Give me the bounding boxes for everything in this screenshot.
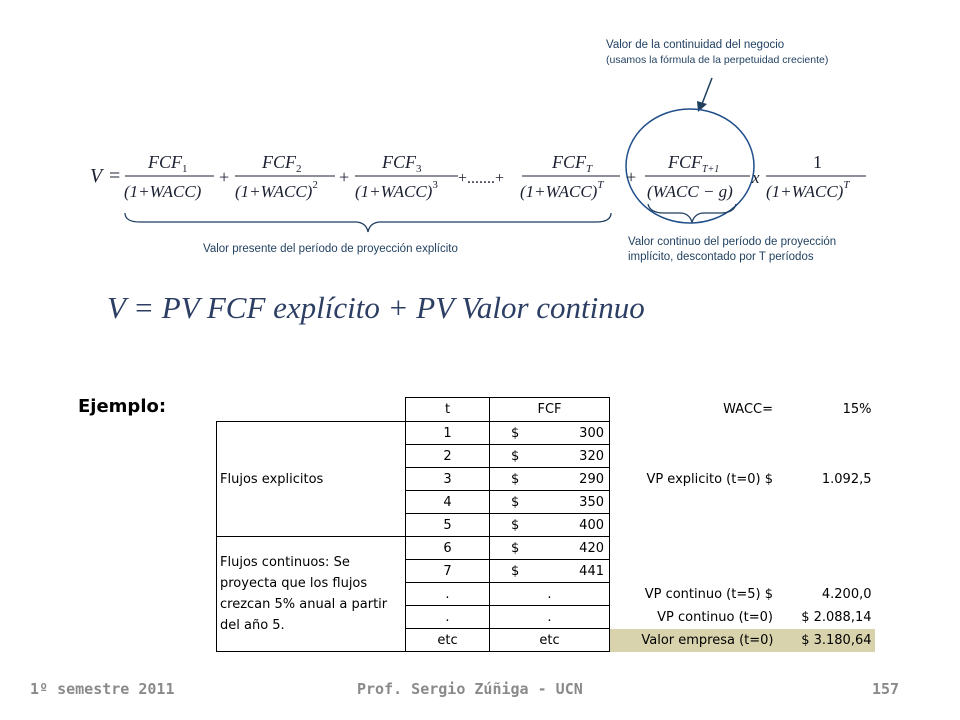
cell-t: 6 xyxy=(406,537,490,560)
callout-arrow xyxy=(702,78,712,104)
term1-denominator: (1+WACC) xyxy=(124,182,202,201)
plus-sign: + xyxy=(219,167,230,187)
termC-denominator: (WACC − g) xyxy=(647,182,733,201)
termT-numerator: $FCF_T$ xyxy=(552,152,593,175)
cell-fcf: etc xyxy=(490,629,610,652)
cell-fcf: $ 420 xyxy=(490,537,610,560)
vp-continuo0-label: VP continuo (t=0) xyxy=(657,609,773,625)
termD-numerator: 1 xyxy=(813,152,822,172)
valor-empresa-label: Valor empresa (t=0) xyxy=(610,629,777,652)
table-header-row xyxy=(217,398,875,422)
termT-denominator: (1+WACC)$^T$ xyxy=(520,179,604,201)
cell-t: 4 xyxy=(406,491,490,514)
footer-semester: 1º semestre 2011 xyxy=(30,680,175,698)
header-fcf: FCF xyxy=(490,398,610,422)
table-row xyxy=(217,422,875,445)
callout-continuity-title: Valor de la continuidad del negocio xyxy=(606,39,785,51)
callout-continuity-subtitle: (usamos la fórmula de la perpetuidad creciente) xyxy=(606,54,829,66)
vp-explicito-value: 1.092,5 xyxy=(821,471,872,487)
table-row xyxy=(217,537,875,560)
cell-fcf: $ 320 xyxy=(490,445,610,468)
cell-fcf: . xyxy=(490,583,610,606)
cell-t: 5 xyxy=(406,514,490,537)
formula-ellipsis: +.......+ xyxy=(458,170,505,187)
callout-explicit-pv: Valor presente del período de proyección explícito xyxy=(203,243,458,255)
cell-t: 3 xyxy=(406,468,490,491)
summary-equation: V = PV FCF explícito + PV Valor continuo xyxy=(107,290,645,325)
cell-fcf: $ 400 xyxy=(490,514,610,537)
term2-denominator: (1+WACC)$^2$ xyxy=(235,179,318,201)
header-blank xyxy=(217,398,406,422)
formula-equals: = xyxy=(109,165,121,187)
cell-t: . xyxy=(406,606,490,629)
header-t: t xyxy=(406,398,490,422)
plus-sign: + xyxy=(339,167,350,187)
term2-numerator: $FCF_2$ xyxy=(262,152,302,175)
cell-t: 7 xyxy=(406,560,490,583)
cell-fcf: $ 300 xyxy=(490,422,610,445)
cell-t: etc xyxy=(406,629,490,652)
term1-numerator: $FCF_1$ xyxy=(148,152,188,175)
termD-denominator: (1+WACC)$^T$ xyxy=(766,179,850,201)
cell-t: 2 xyxy=(406,445,490,468)
callout-implicit-line1: Valor continuo del período de proyección xyxy=(628,236,837,248)
cell-t: 1 xyxy=(406,422,490,445)
valor-empresa-value: $ 3.180,64 xyxy=(777,629,875,652)
wacc-value: 15% xyxy=(842,402,872,417)
cell-fcf: $ 350 xyxy=(490,491,610,514)
term3-numerator: $FCF_3$ xyxy=(382,152,422,175)
group-continuous-label: Flujos continuos: Se proyecta que los flujos crezcan 5% anual a partir del año 5. xyxy=(217,537,406,652)
cell-fcf: $ 441 xyxy=(490,560,610,583)
example-table xyxy=(216,397,875,652)
vp-continuo0-value: $ 2.088,14 xyxy=(801,609,872,625)
cell-t: . xyxy=(406,583,490,606)
vp-continuo5-value: 4.200,0 xyxy=(821,586,872,602)
valuation-formula xyxy=(0,0,960,290)
footer-author: Prof. Sergio Zúñiga - UCN xyxy=(357,680,583,698)
example-label: Ejemplo: xyxy=(78,396,167,417)
group-explicit-label: Flujos explicitos xyxy=(217,422,406,537)
term3-denominator: (1+WACC)$^3$ xyxy=(355,179,438,201)
formula-times: x xyxy=(752,168,760,187)
cell-fcf: . xyxy=(490,606,610,629)
vp-explicito-label: VP explicito (t=0) $ xyxy=(646,471,773,487)
wacc-label: WACC= xyxy=(723,402,773,417)
vp-continuo5-label: VP continuo (t=5) $ xyxy=(644,586,773,602)
plus-sign: + xyxy=(626,167,637,187)
termC-numerator: $FCF_{T+1}$ xyxy=(668,152,720,175)
footer-page-number: 157 xyxy=(872,680,900,698)
callout-implicit-line2: implícito, descontado por T períodos xyxy=(628,251,814,263)
explicit-brace xyxy=(125,213,611,232)
continuity-brace xyxy=(648,204,736,222)
cell-fcf: $ 290 xyxy=(490,468,610,491)
formula-v: V xyxy=(90,165,103,187)
